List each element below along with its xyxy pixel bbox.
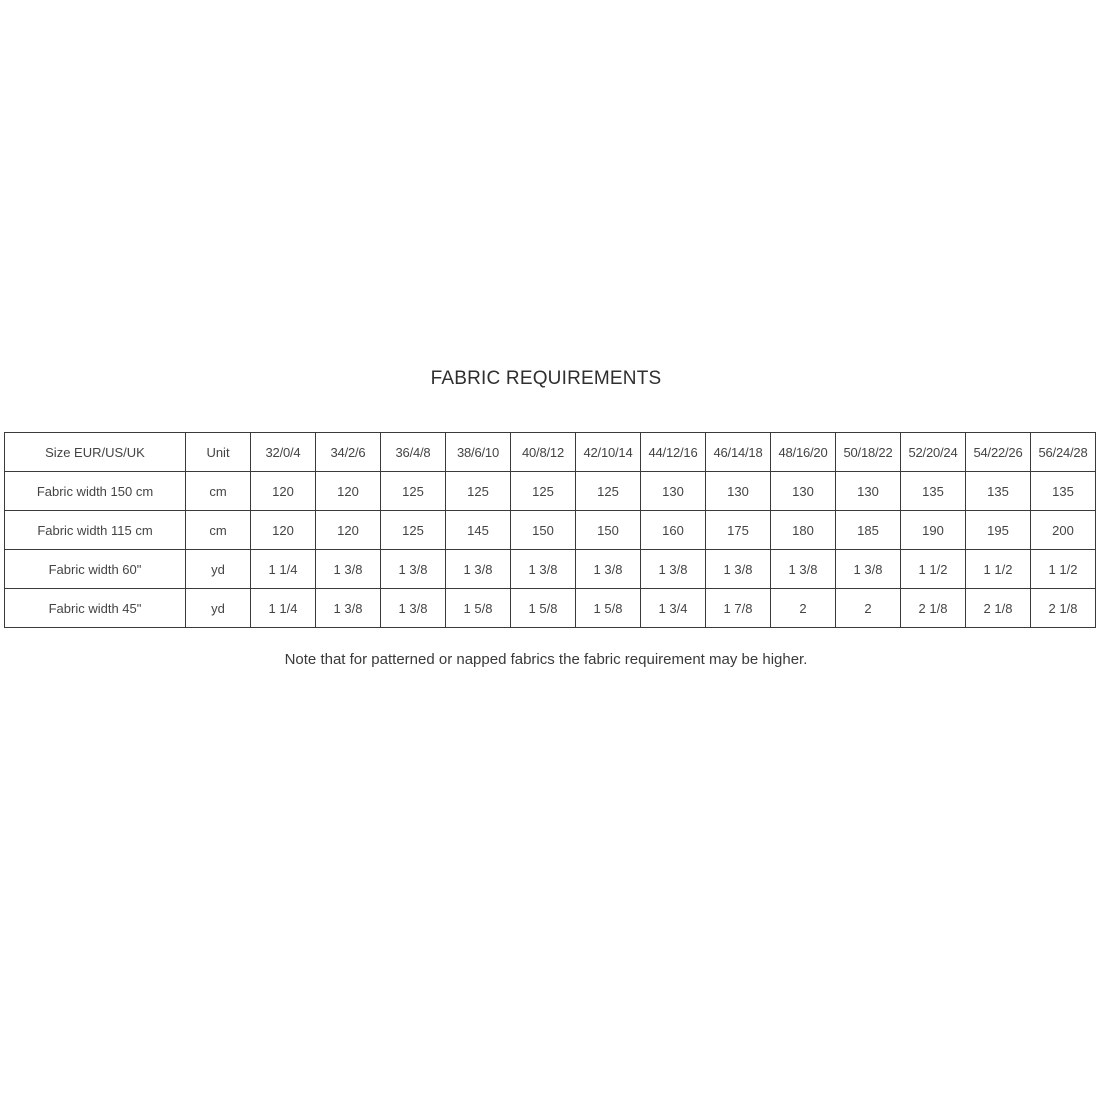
- table-row: [5, 550, 1096, 589]
- table-cell: 185: [836, 511, 901, 550]
- table-cell: 200: [1031, 511, 1096, 550]
- row-label: Fabric width 115 cm: [5, 511, 186, 550]
- table-cell: 1 3/8: [511, 550, 576, 589]
- table-cell: 175: [706, 511, 771, 550]
- table-cell: 1 3/8: [706, 550, 771, 589]
- table-cell: 1 3/8: [641, 550, 706, 589]
- table-cell: 125: [446, 472, 511, 511]
- table-cell: 1 1/4: [251, 550, 316, 589]
- table-cell: 195: [966, 511, 1031, 550]
- table-cell: 120: [316, 511, 381, 550]
- table-cell: 160: [641, 511, 706, 550]
- fabric-requirements-table: [4, 432, 1096, 628]
- row-label: Fabric width 60": [5, 550, 186, 589]
- header-size-cell: 52/20/24: [901, 433, 966, 472]
- table-cell: 135: [1031, 472, 1096, 511]
- header-size-cell: 38/6/10: [446, 433, 511, 472]
- table-cell: 120: [251, 472, 316, 511]
- table-cell: 125: [576, 472, 641, 511]
- table-cell: 135: [901, 472, 966, 511]
- table-row: [5, 472, 1096, 511]
- table-cell: 2 1/8: [1031, 589, 1096, 628]
- header-size-cell: 48/16/20: [771, 433, 836, 472]
- header-size-cell: 42/10/14: [576, 433, 641, 472]
- table-cell: 125: [381, 511, 446, 550]
- table-cell: 2: [771, 589, 836, 628]
- table-cell: 180: [771, 511, 836, 550]
- header-size-cell: 44/12/16: [641, 433, 706, 472]
- header-size-label: Size EUR/US/UK: [5, 433, 186, 472]
- table-cell: 2 1/8: [901, 589, 966, 628]
- table-cell: 1 5/8: [511, 589, 576, 628]
- table-cell: 150: [511, 511, 576, 550]
- table-cell: 125: [511, 472, 576, 511]
- header-size-cell: 34/2/6: [316, 433, 381, 472]
- table-cell: 1 3/8: [381, 550, 446, 589]
- table-header-row: [5, 433, 1096, 472]
- header-unit-label: Unit: [186, 433, 251, 472]
- header-size-cell: 32/0/4: [251, 433, 316, 472]
- table-cell: 1 1/2: [901, 550, 966, 589]
- header-size-cell: 46/14/18: [706, 433, 771, 472]
- table-cell: 1 5/8: [576, 589, 641, 628]
- table-cell: 1 1/2: [966, 550, 1031, 589]
- row-label: Fabric width 45": [5, 589, 186, 628]
- header-size-cell: 36/4/8: [381, 433, 446, 472]
- table-cell: 1 3/8: [316, 550, 381, 589]
- table-cell: 145: [446, 511, 511, 550]
- fabric-note: Note that for patterned or napped fabrics the fabric requirement may be higher.: [284, 651, 808, 668]
- header-size-cell: 56/24/28: [1031, 433, 1096, 472]
- table-row: [5, 511, 1096, 550]
- row-label: Fabric width 150 cm: [5, 472, 186, 511]
- table-cell: 135: [966, 472, 1031, 511]
- table-row: [5, 589, 1096, 628]
- table-cell: 1 3/8: [446, 550, 511, 589]
- table-cell: 190: [901, 511, 966, 550]
- table-cell: 130: [771, 472, 836, 511]
- table-cell: 1 3/8: [381, 589, 446, 628]
- row-unit: yd: [186, 550, 251, 589]
- table-cell: 130: [836, 472, 901, 511]
- table-cell: 1 1/2: [1031, 550, 1096, 589]
- table-cell: 1 1/4: [251, 589, 316, 628]
- table-cell: 1 3/8: [771, 550, 836, 589]
- table-cell: 125: [381, 472, 446, 511]
- table-cell: 150: [576, 511, 641, 550]
- table-cell: 2 1/8: [966, 589, 1031, 628]
- table-cell: 1 3/8: [316, 589, 381, 628]
- row-unit: cm: [186, 472, 251, 511]
- table-cell: 1 7/8: [706, 589, 771, 628]
- row-unit: yd: [186, 589, 251, 628]
- page-title: FABRIC REQUIREMENTS: [430, 368, 662, 389]
- table-cell: 1 3/4: [641, 589, 706, 628]
- header-size-cell: 50/18/22: [836, 433, 901, 472]
- table-cell: 1 3/8: [576, 550, 641, 589]
- table-cell: 130: [641, 472, 706, 511]
- header-size-cell: 40/8/12: [511, 433, 576, 472]
- table-cell: 120: [316, 472, 381, 511]
- header-size-cell: 54/22/26: [966, 433, 1031, 472]
- table-cell: 1 3/8: [836, 550, 901, 589]
- table-cell: 2: [836, 589, 901, 628]
- table-cell: 120: [251, 511, 316, 550]
- table-cell: 1 5/8: [446, 589, 511, 628]
- table-cell: 130: [706, 472, 771, 511]
- row-unit: cm: [186, 511, 251, 550]
